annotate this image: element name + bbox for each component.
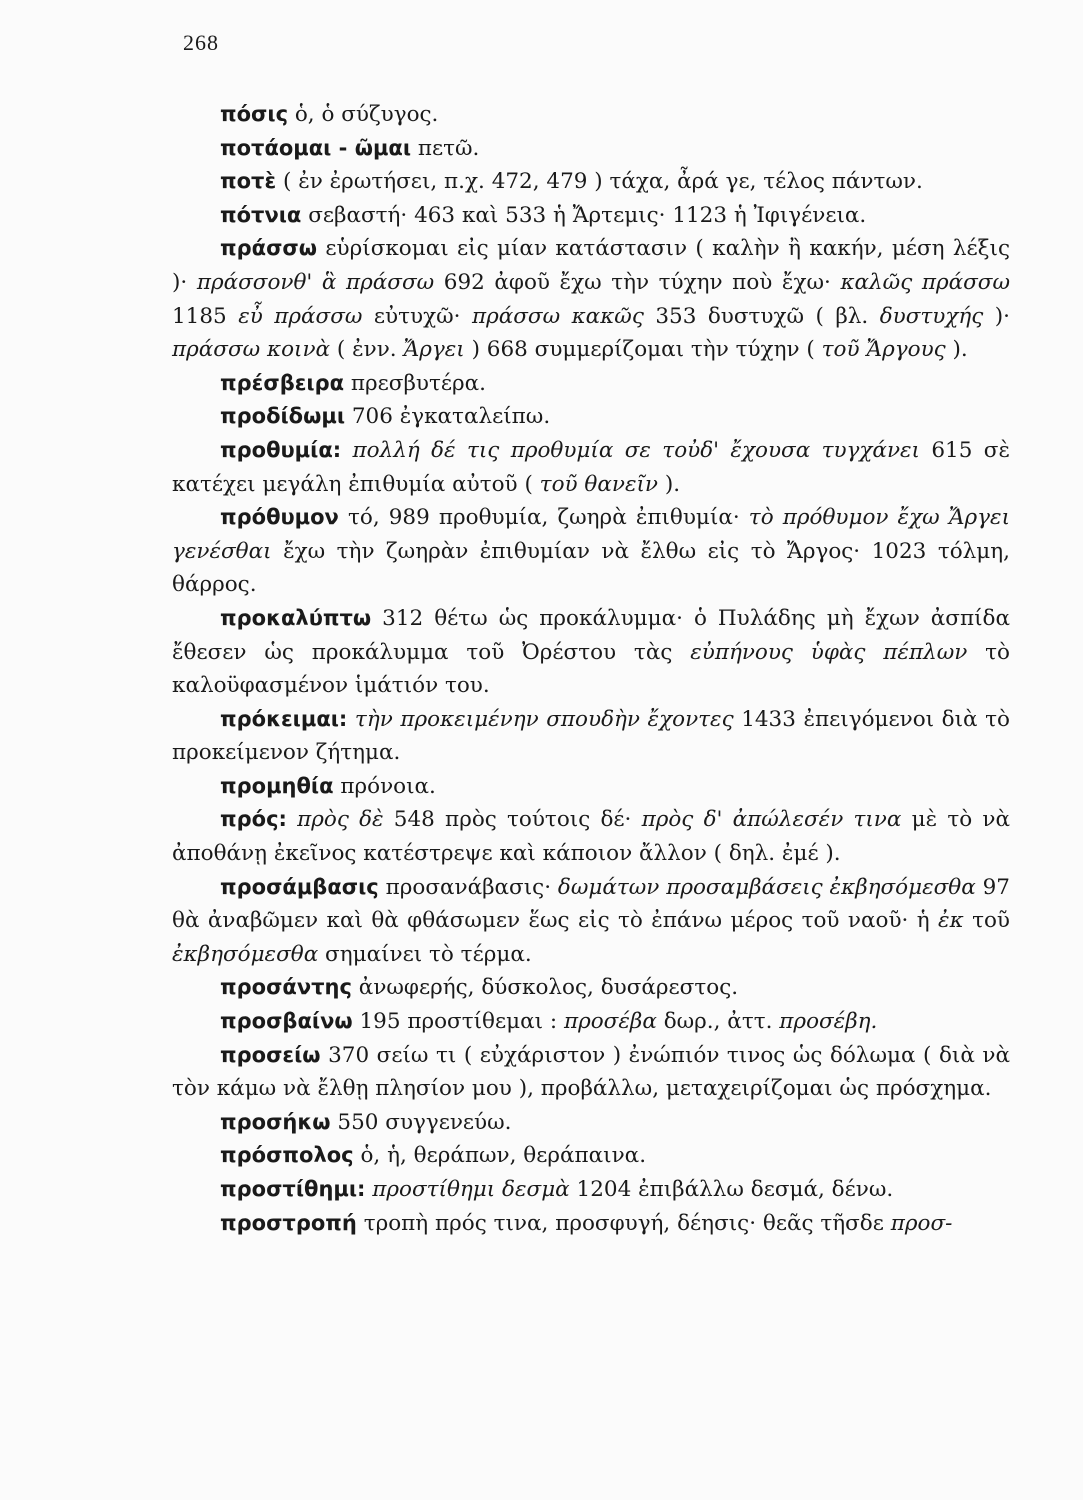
entry-headword: πότνια [220, 202, 302, 227]
entry-definition-text: πετῶ. [411, 135, 480, 161]
entry-quotation: πράσσω κοινὰ [172, 337, 331, 363]
entry-definition-text: 312 θέτω ὡς προκάλυμμα· ὁ Πυλάδης μὴ ἔχων ἀσπίδα ἔθεσεν ὡς προκάλυμμα τοῦ Ὀρέστου τὰς [172, 605, 1010, 665]
entry-definition-text: εὑρίσκομαι εἰς μίαν κατάστασιν ( καλὴν ἢ κακήν, μέση λέξις )· [172, 236, 1010, 295]
entry-headword: πρός: [220, 807, 287, 832]
page-number: 268 [183, 30, 219, 55]
entry-headword: προμηθία [220, 773, 334, 798]
entry-definition-text: 1204 ἐπιβάλλω δεσμά, δένω. [569, 1177, 894, 1202]
entry-definition-text: σεβαστή· 463 καὶ 533 ἡ Ἄρτεμις· 1123 ἡ Ἰφιγένεια. [301, 202, 867, 228]
entry-quotation: προσ- [890, 1210, 953, 1236]
entry-definition-text: 97 θὰ ἀναβῶμεν καὶ θὰ φθάσωμεν ἕως εἰς τὸ ἐπάνω μέρος τοῦ ναοῦ· ἡ [172, 874, 1010, 934]
entry-headword: προσβαίνω [220, 1009, 353, 1034]
entry-definition-text: τό, 989 προθυμία, ζωηρὰ ἐπιθυμία· [338, 505, 749, 531]
entry-quotation: πράσσονθ' ἃ πράσσω [196, 269, 435, 295]
dictionary-entries [172, 98, 1010, 1240]
entry-definition-text: μὲ τὸ νὰ ἀποθάνῃ ἐκεῖνος κατέστρεψε καὶ κάποιον ἄλλον ( δηλ. ἐμέ ). [172, 807, 1010, 867]
entry-definition-text: 370 σείω τι ( εὐχάριστον ) ἐνώπιόν τινος ὡς δόλωμα ( διὰ νὰ τὸν κάμω νὰ ἔλθῃ πλησίον μου ), προβάλλω, μεταχειρίζομαι ὡς πρόσχημα. [172, 1042, 1010, 1102]
entry-quotation: πρὸς δὲ [297, 807, 384, 833]
entry-headword: προκαλύπτω [220, 605, 372, 630]
entry-headword: προσάμβασις [220, 874, 379, 899]
entry-definition-text: ἀνωφερής, δύσκολος, δυσάρεστος. [351, 975, 739, 1001]
entry-definition-text: τὸ καλοϋφασμένον ἱμάτιόν του. [172, 639, 1010, 699]
entry-definition-text [287, 807, 297, 832]
entry-definition-text: ἔχω τὴν ζωηρὰν ἐπιθυμίαν νὰ ἔλθω εἰς τὸ Ἄργος· 1023 τόλμη, θάρρος. [172, 538, 1010, 598]
entry-headword: προσάντης [220, 975, 352, 1000]
entry-definition-text: ) 668 συμμερίζομαι τὴν τύχην ( [464, 337, 822, 363]
dictionary-entry [172, 703, 1010, 770]
entry-headword: προσείω [220, 1042, 321, 1067]
dictionary-entry [172, 165, 1010, 199]
dictionary-entry [172, 132, 1010, 166]
dictionary-entry [172, 232, 1010, 366]
entry-definition-text [347, 707, 355, 732]
entry-quotation: τοῦ Ἄργους [821, 337, 946, 363]
entry-quotation: ἐκ [938, 908, 964, 934]
entry-headword: πράσσω [220, 236, 318, 261]
entry-quotation: Ἄργει [403, 337, 465, 363]
entry-quotation: προσέβα [563, 1009, 657, 1035]
entry-definition-text: 692 ἀφοῦ ἔχω τὴν τύχην ποὺ ἔχω· [434, 269, 841, 295]
entry-definition-text: 195 προστίθεμαι : [352, 1009, 564, 1035]
entry-quotation: εὐπήνους ὑφὰς πέπλων [690, 639, 968, 665]
entry-headword: προστροπή [220, 1210, 357, 1235]
dictionary-entry [172, 602, 1010, 703]
dictionary-entry [172, 971, 1010, 1005]
entry-quotation: πολλή δέ τις προθυμία σε τοὐδ' ἔχουσα τυγχάνει [352, 437, 920, 463]
entry-definition-text: ). [658, 471, 681, 497]
entry-quotation: τοῦ θανεῖν [539, 471, 658, 497]
dictionary-entry [172, 400, 1010, 434]
entry-headword: προθυμία: [220, 437, 342, 462]
entry-quotation: εὖ πράσσω [238, 303, 363, 329]
entry-definition-text [341, 438, 352, 463]
dictionary-entry [172, 199, 1010, 233]
dictionary-entry [172, 98, 1010, 132]
dictionary-entry [172, 1139, 1010, 1173]
entry-headword: πόσις [220, 102, 289, 126]
dictionary-entry [172, 1005, 1010, 1039]
entry-definition-text: πρόνοια. [333, 773, 436, 799]
dictionary-entry [172, 1173, 1010, 1207]
entry-quotation: δυστυχής [879, 303, 984, 329]
entry-definition-text: 615 σὲ κατέχει μεγάλη ἐπιθυμία αὐτοῦ ( [172, 437, 1010, 497]
dictionary-entry [172, 1207, 1010, 1241]
dictionary-entry [172, 1106, 1010, 1140]
entry-quotation: προσέβη. [779, 1009, 878, 1035]
entry-definition-text: προσανάβασις· [378, 874, 558, 900]
entry-quotation: ἐκβησόμεσθα [172, 941, 319, 967]
entry-definition-text: ( ἐν ἐρωτήσει, π.χ. 472, 479 ) τάχα, ἆρά γε, τέλος πάντων. [276, 169, 923, 195]
entry-headword: προστίθημι: [220, 1177, 366, 1201]
entry-quotation: προστίθημι δεσμὰ [372, 1177, 570, 1202]
dictionary-entry [172, 803, 1010, 870]
dictionary-entry [172, 770, 1010, 804]
entry-definition-text: τροπὴ πρός τινα, προσφυγή, δέησις· θεᾶς τῆσδε [356, 1210, 891, 1236]
entry-quotation: καλῶς πράσσω [840, 269, 1011, 295]
entry-definition-text: ὁ, ἡ, θεράπων, θεράπαινα. [353, 1143, 647, 1169]
entry-headword: πρέσβειρα [220, 370, 345, 395]
entry-definition-text: )· [983, 303, 1011, 329]
entry-quotation: τὴν προκειμένην σπουδὴν ἔχοντες [354, 706, 734, 732]
entry-definition-text: 1185 [172, 303, 239, 329]
entry-definition-text: εὐτυχῶ· [362, 303, 472, 329]
entry-definition-text: τοῦ [963, 908, 1011, 934]
entry-quotation: πράσσω κακῶς [471, 303, 644, 329]
entry-headword: προσήκω [220, 1109, 331, 1134]
dictionary-entry [172, 871, 1010, 972]
entry-headword: πρόκειμαι: [220, 706, 348, 731]
entry-headword: ποτάομαι - ῶμαι [220, 135, 412, 160]
entry-definition-text: σημαίνει τὸ τέρμα. [318, 941, 532, 967]
entry-definition-text: ( ἐνν. [330, 337, 404, 363]
entry-headword: ποτὲ [220, 169, 277, 194]
entry-headword: πρόσπολος [220, 1143, 354, 1168]
entry-quotation: τὸ πρόθυμον ἔχω Ἄργει γενέσθαι [172, 505, 1010, 564]
dictionary-entry [172, 434, 1010, 501]
entry-definition-text: ). [945, 337, 968, 363]
entry-definition-text: δωρ., ἀττ. [656, 1009, 780, 1035]
entry-quotation: πρὸς δ' ἀπώλεσέν τινα [641, 807, 902, 833]
entry-headword: προδίδωμι [220, 404, 345, 429]
entry-definition-text: πρεσβυτέρα. [344, 370, 487, 396]
dictionary-entry [172, 1039, 1010, 1106]
dictionary-entry [172, 367, 1010, 401]
dictionary-entry [172, 501, 1010, 602]
entry-definition-text: 353 δυστυχῶ ( βλ. [643, 303, 880, 329]
entry-definition-text: 706 ἐγκαταλείπω. [345, 404, 551, 430]
entry-quotation: δωμάτων προσαμβάσεις ἐκβησόμεσθα [557, 874, 976, 900]
entry-definition-text: 550 συγγενεύω. [330, 1109, 512, 1135]
entry-definition-text: 1433 ἐπειγόμενοι διὰ τὸ προκείμενον ζήτημα. [172, 706, 1010, 766]
entry-definition-text: 548 πρὸς τούτοις δέ· [383, 807, 642, 833]
entry-definition-text: ὁ, ὁ σύζυγος. [288, 102, 439, 127]
entry-headword: πρόθυμον [220, 505, 339, 530]
